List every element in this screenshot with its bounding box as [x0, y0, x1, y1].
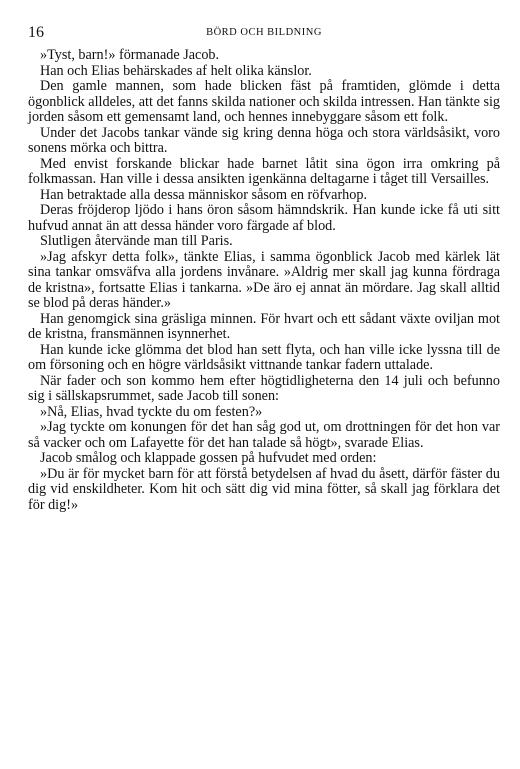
paragraph: »Jag afskyr detta folk», tänkte Elias, i samma ögonblick Jacob med kärlek lät sina tankar omsväfva alla jordens invånare. »Aldrig mer skall jag kunna fördraga de kristna», fortsatte Elias i tankarna. »De äro ej annat än mördare. Jag skall alltid se blod på deras händer.»	[28, 248, 500, 311]
paragraph: »Tyst, barn!» förmanade Jacob.	[40, 47, 220, 63]
paragraph: Han betraktade alla dessa människor såsom en röfvarhop.	[40, 186, 367, 203]
paragraph: Deras fröjderop ljödo i hans öron såsom hämndskrik. Han kunde icke få uti sitt hufvud annat än att dessa händer voro färgade af blod.	[28, 202, 500, 234]
paragraph: »Nå, Elias, hvad tyckte du om festen?»	[40, 403, 263, 420]
page-number: 16	[28, 24, 44, 41]
page-header	[28, 24, 500, 44]
paragraph: Under det Jacobs tankar vände sig kring denna höga och stora världsåsikt, voro sonens mörka och bittra.	[28, 124, 500, 156]
running-title: BÖRD OCH BILDNING	[206, 27, 322, 38]
paragraph: Den gamle mannen, som hade blicken fäst på framtiden, glömde i detta ögonblick alldeles, att det fanns skilda nationer och skilda intressen. Han tänkte sig jorden såsom ett gemensamt land, och hennes innebyggare såsom ett folk.	[28, 78, 501, 125]
paragraph: När fader och son kommo hem efter högtidligheterna den 14 juli och befunno sig i sällskapsrummet, sade Jacob till sonen:	[28, 372, 500, 404]
book-page	[28, 24, 500, 513]
paragraph: Jacob smålog och klappade gossen på hufvudet med orden:	[40, 450, 377, 466]
paragraph: Med envist forskande blickar hade barnet låtit sina ögon irra omkring på folkmassan. Han ville i dessa ansikten igenkänna deltagarne i tåget till Versailles.	[28, 155, 500, 187]
paragraph: Han genomgick sina gräsliga minnen. För hvart och ett sådant växte oviljan mot de kristna, fransmännen isynnerhet.	[28, 310, 500, 342]
paragraph: Han och Elias behärskades af helt olika känslor.	[40, 62, 312, 79]
paragraph: »Jag tyckte om konungen för det han såg god ut, om drottningen för det hon var så vacker och om Lafayette för det han talade så högt», svarade Elias.	[28, 419, 500, 451]
body-text	[28, 48, 500, 513]
paragraph: Slutligen återvände man till Paris.	[40, 233, 233, 249]
paragraph: Han kunde icke glömma det blod han sett flyta, och han ville icke lyssna till de om försoning och en högre världsåsikt vittnande tankar fadern uttalade.	[28, 341, 500, 373]
paragraph: »Du är för mycket barn för att förstå betydelsen af hvad du åsett, därför fäster du dig vid enskildheter. Kom hit och sätt dig vid mina fötter, så skall jag förklara det för dig!»	[28, 465, 500, 513]
